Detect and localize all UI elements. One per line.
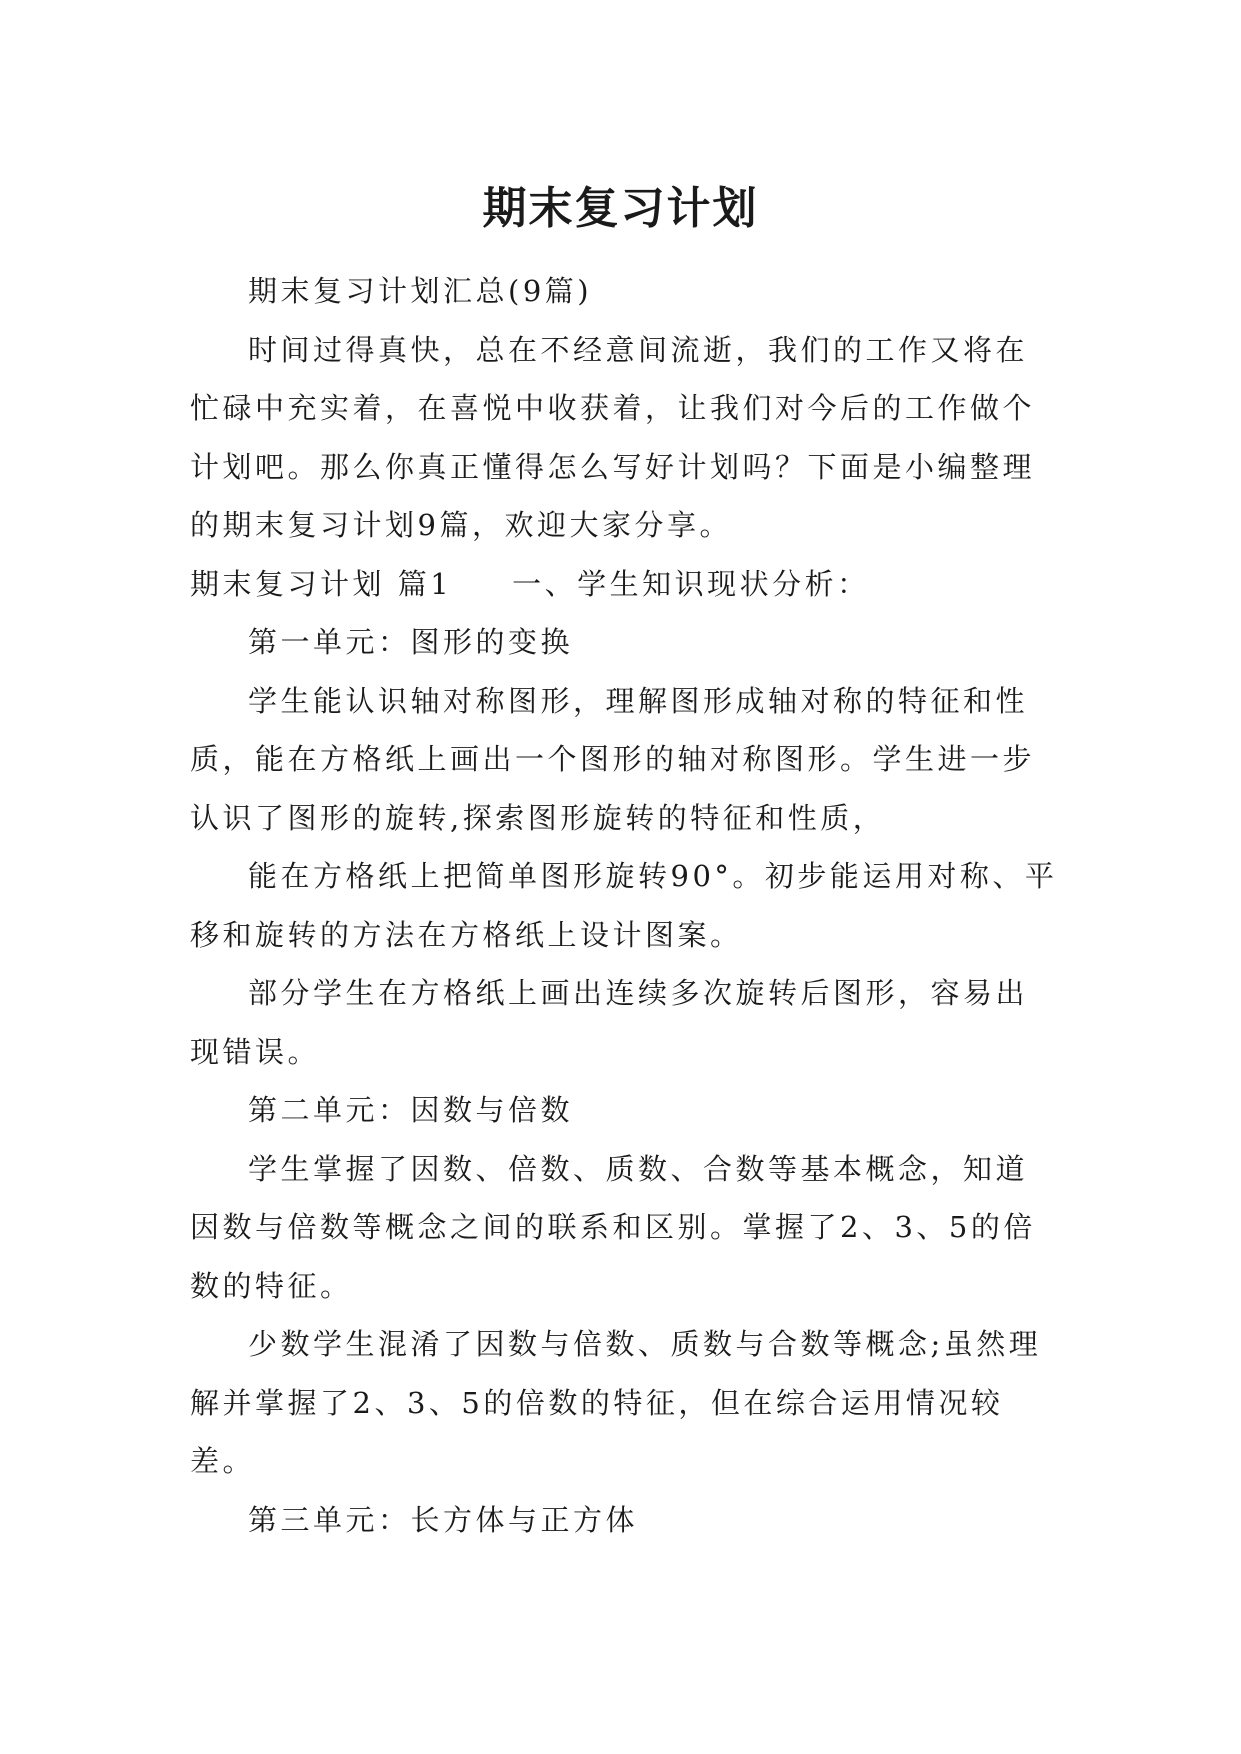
section-heading: 期末复习计划 篇1 <box>190 566 453 601</box>
page-title: 期末复习计划 <box>482 183 759 235</box>
section-subheading: 一、学生知识现状分析： <box>512 566 870 601</box>
paragraph-unit1-a: 学生能认识轴对称图形，理解图形成轴对称的特征和性质，能在方格纸上画出一个图形的轴对称图形。学生进一步认识了图形的旋转,探索图形旋转的特征和性质， <box>190 683 1036 835</box>
unit-heading-3: 第三单元：长方体与正方体 <box>248 1502 639 1537</box>
unit-heading-1: 第一单元：图形的变换 <box>248 625 574 659</box>
paragraph-summary-title: 期末复习计划汇总(9篇) <box>248 274 593 308</box>
document-body <box>190 262 1060 1549</box>
paragraph-intro: 时间过得真快，总在不经意间流逝，我们的工作又将在忙碌中充实着，在喜悦中收获着，让我们对今后的工作做个计划吧。那么你真正懂得怎么写好计划吗？下面是小编整理的期末复习计划9篇，欢迎大家分享。 <box>190 332 1036 542</box>
paragraph-unit1-c: 部分学生在方格纸上画出连续多次旋转后图形，容易出现错误。 <box>190 976 1029 1069</box>
paragraph-unit2-a: 学生掌握了因数、倍数、质数、合数等基本概念，知道因数与倍数等概念之间的联系和区别。掌握了2、3、5的倍数的特征。 <box>190 1151 1036 1303</box>
paragraph-unit2-b: 少数学生混淆了因数与倍数、质数与合数等概念;虽然理解并掌握了2、3、5的倍数的特征，但在综合运用情况较差。 <box>190 1327 1042 1478</box>
paragraph-unit1-b: 能在方格纸上把简单图形旋转90°。初步能运用对称、平移和旋转的方法在方格纸上设计图案。 <box>190 859 1058 952</box>
unit-heading-2: 第二单元：因数与倍数 <box>248 1093 574 1127</box>
section-heading-line <box>190 555 1060 614</box>
